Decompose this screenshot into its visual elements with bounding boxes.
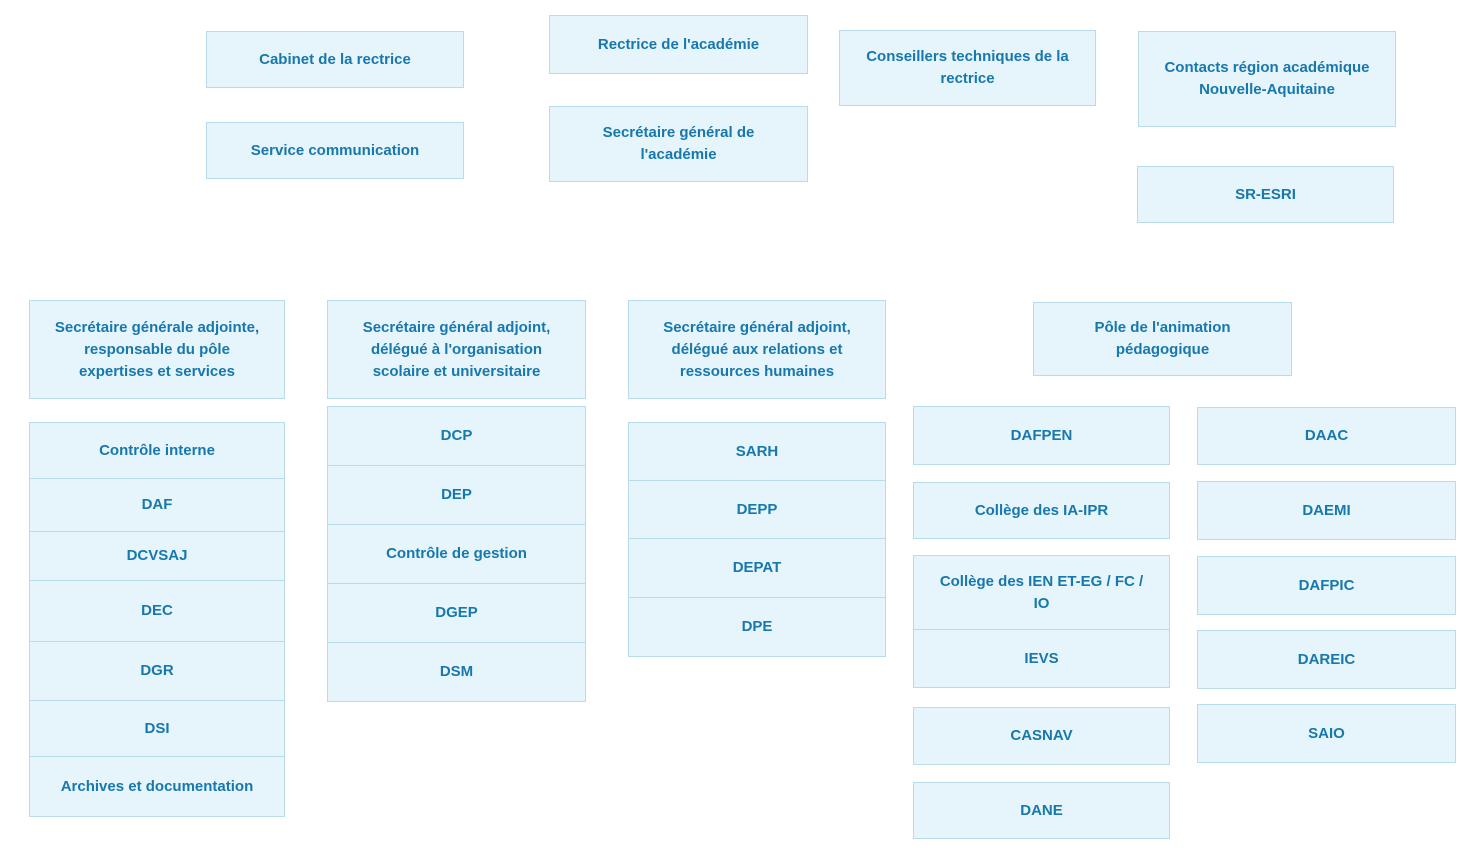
node-college-ia-ipr[interactable]: Collège des IA-IPR (913, 482, 1170, 539)
node-contacts-region[interactable]: Contacts région académique Nouvelle-Aquitaine (1138, 31, 1396, 127)
node-depp[interactable]: DEPP (628, 480, 886, 539)
node-dcp[interactable]: DCP (327, 406, 586, 466)
node-dep[interactable]: DEP (327, 465, 586, 525)
node-dgr[interactable]: DGR (29, 641, 285, 701)
node-secretaire-general-academie[interactable]: Secrétaire général de l'académie (549, 106, 808, 182)
node-service-communication[interactable]: Service communication (206, 122, 464, 179)
header-sga-organisation[interactable]: Secrétaire général adjoint, délégué à l'organisation scolaire et universitaire (327, 300, 586, 399)
header-sga-expertises[interactable]: Secrétaire générale adjointe, responsable du pôle expertises et services (29, 300, 285, 399)
node-dgep[interactable]: DGEP (327, 583, 586, 643)
node-dafpic[interactable]: DAFPIC (1197, 556, 1456, 615)
node-conseillers-techniques[interactable]: Conseillers techniques de la rectrice (839, 30, 1096, 106)
node-cabinet-rectrice[interactable]: Cabinet de la rectrice (206, 31, 464, 88)
node-daac[interactable]: DAAC (1197, 407, 1456, 465)
node-sr-esri[interactable]: SR-ESRI (1137, 166, 1394, 223)
node-depat[interactable]: DEPAT (628, 538, 886, 598)
node-daf[interactable]: DAF (29, 478, 285, 532)
node-ievs[interactable]: IEVS (913, 629, 1170, 688)
node-dsi[interactable]: DSI (29, 700, 285, 757)
node-college-ien[interactable]: Collège des IEN ET-EG / FC / IO (913, 555, 1170, 630)
node-dcvsaj[interactable]: DCVSAJ (29, 531, 285, 581)
header-pole-animation[interactable]: Pôle de l'animation pédagogique (1033, 302, 1292, 376)
node-controle-interne[interactable]: Contrôle interne (29, 422, 285, 479)
node-saio[interactable]: SAIO (1197, 704, 1456, 763)
node-archives-documentation[interactable]: Archives et documentation (29, 756, 285, 817)
header-sga-rh[interactable]: Secrétaire général adjoint, délégué aux relations et ressources humaines (628, 300, 886, 399)
node-dec[interactable]: DEC (29, 580, 285, 642)
node-controle-gestion[interactable]: Contrôle de gestion (327, 524, 586, 584)
node-rectrice-academie[interactable]: Rectrice de l'académie (549, 15, 808, 74)
node-casnav[interactable]: CASNAV (913, 707, 1170, 765)
node-daemi[interactable]: DAEMI (1197, 481, 1456, 540)
node-dpe[interactable]: DPE (628, 597, 886, 657)
node-dane[interactable]: DANE (913, 782, 1170, 839)
node-sarh[interactable]: SARH (628, 422, 886, 481)
node-dafpen[interactable]: DAFPEN (913, 406, 1170, 465)
node-dsm[interactable]: DSM (327, 642, 586, 702)
node-dareic[interactable]: DAREIC (1197, 630, 1456, 689)
